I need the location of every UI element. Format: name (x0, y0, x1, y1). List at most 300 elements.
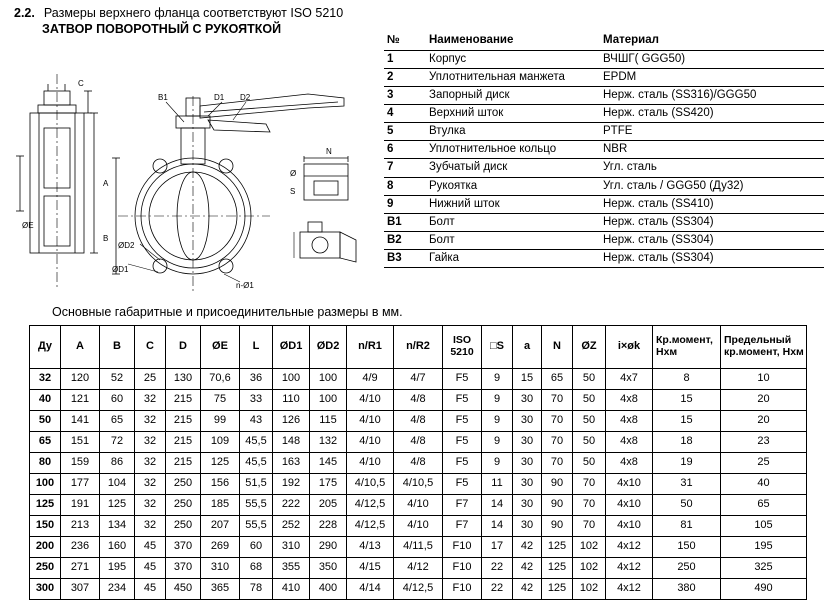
parts-cell: Нерж. сталь (SS304) (600, 231, 824, 249)
dims-cell: 32 (135, 453, 166, 474)
dims-cell: 22 (482, 558, 513, 579)
dims-cell: 380 (653, 579, 721, 600)
dims-cell: 205 (310, 495, 347, 516)
dims-cell: 228 (310, 516, 347, 537)
table-row (384, 249, 824, 267)
parts-col-material: Материал (600, 32, 824, 51)
table-row (384, 105, 824, 123)
parts-cell: Корпус (426, 51, 600, 69)
dims-col-du: Ду (30, 326, 61, 369)
dims-col-oe: ØE (201, 326, 240, 369)
dims-col-nr1: n/R1 (347, 326, 394, 369)
dims-cell: F5 (443, 411, 482, 432)
parts-col-no: № (384, 32, 426, 51)
dims-cell: 36 (240, 369, 273, 390)
dims-cell: 450 (166, 579, 201, 600)
parts-cell: Нерж. сталь (SS304) (600, 213, 824, 231)
dims-cell: 50 (573, 411, 606, 432)
dims-cell: 70,6 (201, 369, 240, 390)
dims-cell: 4/12,5 (394, 579, 443, 600)
parts-cell: Запорный диск (426, 87, 600, 105)
table-row (30, 537, 807, 558)
dims-cell: 177 (61, 474, 100, 495)
dims-cell: 4/10 (347, 453, 394, 474)
dims-cell: 14 (482, 516, 513, 537)
dims-cell: 32 (135, 474, 166, 495)
dims-cell: 370 (166, 558, 201, 579)
dims-cell: 125 (30, 495, 61, 516)
dims-cell: 45 (135, 579, 166, 600)
dims-cell: 125 (201, 453, 240, 474)
dims-cell: 4x7 (606, 369, 653, 390)
dims-cell: 126 (273, 411, 310, 432)
dims-cell: 4/13 (347, 537, 394, 558)
dims-cell: 100 (310, 390, 347, 411)
dims-cell: 236 (61, 537, 100, 558)
dims-col-n: N (542, 326, 573, 369)
dims-cell: 325 (721, 558, 807, 579)
dims-cell: 90 (542, 516, 573, 537)
dims-cell: 86 (100, 453, 135, 474)
dims-cell: 4/8 (394, 432, 443, 453)
dims-cell: 90 (542, 474, 573, 495)
parts-cell: 7 (384, 159, 426, 177)
table-row (30, 390, 807, 411)
parts-cell: Нерж. сталь (SS420) (600, 105, 824, 123)
drawing-label-oe: ØE (22, 221, 34, 230)
dims-cell: 65 (30, 432, 61, 453)
drawing-svg (8, 36, 378, 298)
dimensions-table (29, 325, 807, 600)
dims-cell: 192 (273, 474, 310, 495)
parts-cell: Угл. сталь (600, 159, 824, 177)
parts-cell: Нерж. сталь (SS304) (600, 249, 824, 267)
dims-cell: 4x12 (606, 579, 653, 600)
dims-cell: 30 (513, 516, 542, 537)
dims-cell: 4/14 (347, 579, 394, 600)
table-row (384, 195, 824, 213)
dims-col-ixok: i×øk (606, 326, 653, 369)
dims-cell: 30 (513, 432, 542, 453)
dims-cell: 45 (135, 537, 166, 558)
dims-cell: 81 (653, 516, 721, 537)
dims-cell: 269 (201, 537, 240, 558)
dims-cell: 110 (273, 390, 310, 411)
dims-cell: 70 (542, 432, 573, 453)
dims-cell: 70 (542, 390, 573, 411)
parts-cell: Уплотнительная манжета (426, 69, 600, 87)
dims-cell: 31 (653, 474, 721, 495)
dims-cell: 75 (201, 390, 240, 411)
dims-cell: 148 (273, 432, 310, 453)
dims-cell: 250 (166, 495, 201, 516)
parts-cell: PTFE (600, 123, 824, 141)
dims-cell: 18 (653, 432, 721, 453)
dims-cell: 32 (135, 411, 166, 432)
drawing-label-s: S (290, 187, 296, 196)
dims-cell: 11 (482, 474, 513, 495)
parts-cell: NBR (600, 141, 824, 159)
table-row (30, 495, 807, 516)
dims-cell: 4/12,5 (347, 516, 394, 537)
dims-cell: 20 (721, 411, 807, 432)
dims-cell: F10 (443, 537, 482, 558)
dims-cell: 20 (721, 390, 807, 411)
dims-cell: 115 (310, 411, 347, 432)
dims-cell: 250 (30, 558, 61, 579)
dims-col-torque: Кр.момент, Нхм (653, 326, 721, 369)
dims-col-oz: ØZ (573, 326, 606, 369)
parts-cell: 5 (384, 123, 426, 141)
parts-cell: EPDM (600, 69, 824, 87)
dims-cell: 400 (310, 579, 347, 600)
dims-cell: 4/11,5 (394, 537, 443, 558)
dims-cell: 4x10 (606, 474, 653, 495)
dims-cell: 130 (166, 369, 201, 390)
parts-cell: B3 (384, 249, 426, 267)
dims-cell: 4x8 (606, 432, 653, 453)
dims-cell: 40 (30, 390, 61, 411)
dims-cell: 370 (166, 537, 201, 558)
dims-cell: 365 (201, 579, 240, 600)
dims-cell: 490 (721, 579, 807, 600)
dims-cell: 42 (513, 579, 542, 600)
table-row (30, 411, 807, 432)
dims-cell: 45,5 (240, 432, 273, 453)
dims-cell: 100 (310, 369, 347, 390)
dims-cell: 50 (573, 390, 606, 411)
dims-cell: 215 (166, 453, 201, 474)
dims-cell: 4x8 (606, 411, 653, 432)
parts-cell: 3 (384, 87, 426, 105)
dims-cell: 109 (201, 432, 240, 453)
dims-cell: 145 (310, 453, 347, 474)
parts-cell: Зубчатый диск (426, 159, 600, 177)
dims-cell: 195 (100, 558, 135, 579)
dims-col-b: B (100, 326, 135, 369)
dims-cell: 99 (201, 411, 240, 432)
dims-cell: 4/8 (394, 453, 443, 474)
dims-col-nr2: n/R2 (394, 326, 443, 369)
technical-drawing (8, 36, 378, 298)
table-row (384, 51, 824, 69)
table-row (384, 213, 824, 231)
dims-cell: 4/10 (394, 516, 443, 537)
dims-cell: F5 (443, 474, 482, 495)
dims-cell: 10 (721, 369, 807, 390)
parts-cell: B2 (384, 231, 426, 249)
parts-cell: 2 (384, 69, 426, 87)
dims-cell: 250 (166, 516, 201, 537)
section-heading (14, 6, 343, 20)
dims-cell: 25 (135, 369, 166, 390)
dims-col-d: D (166, 326, 201, 369)
dims-cell: 50 (573, 432, 606, 453)
section-number: 2.2. (14, 6, 35, 20)
parts-cell: Угл. сталь / GGG50 (Ду32) (600, 177, 824, 195)
dims-cell: 4/12,5 (347, 495, 394, 516)
dims-col-a: A (61, 326, 100, 369)
dims-cell: 32 (135, 516, 166, 537)
parts-cell: Верхний шток (426, 105, 600, 123)
parts-col-name: Наименование (426, 32, 600, 51)
dims-cell: F5 (443, 453, 482, 474)
table-row (384, 177, 824, 195)
dims-cell: 15 (653, 411, 721, 432)
dims-cell: F5 (443, 432, 482, 453)
drawing-label-d2: D2 (240, 93, 251, 102)
dims-cell: 185 (201, 495, 240, 516)
dims-cell: 252 (273, 516, 310, 537)
dims-cell: 159 (61, 453, 100, 474)
dims-cell: 102 (573, 537, 606, 558)
drawing-label-n: N (326, 147, 332, 156)
dims-col-a2: a (513, 326, 542, 369)
dims-col-s: □S (482, 326, 513, 369)
dims-cell: 30 (513, 495, 542, 516)
dims-cell: 32 (135, 495, 166, 516)
drawing-label-od2: ØD2 (118, 241, 135, 250)
table-row (30, 474, 807, 495)
dims-cell: 70 (573, 474, 606, 495)
dims-cell: 30 (513, 453, 542, 474)
drawing-label-d1: D1 (214, 93, 225, 102)
dims-cell: 100 (30, 474, 61, 495)
parts-cell: Нижний шток (426, 195, 600, 213)
dims-cell: 30 (513, 411, 542, 432)
dims-cell: 33 (240, 390, 273, 411)
dims-cell: 9 (482, 369, 513, 390)
dims-cell: 55,5 (240, 516, 273, 537)
drawing-label-c: C (78, 79, 84, 88)
table-row (30, 516, 807, 537)
dims-cell: 14 (482, 495, 513, 516)
dims-col-od1: ØD1 (273, 326, 310, 369)
dims-cell: 23 (721, 432, 807, 453)
parts-cell: 4 (384, 105, 426, 123)
dims-cell: 132 (310, 432, 347, 453)
table-row (384, 123, 824, 141)
table-row (30, 453, 807, 474)
dims-cell: 43 (240, 411, 273, 432)
dims-cell: 72 (100, 432, 135, 453)
dims-cell: 125 (100, 495, 135, 516)
dims-cell: 160 (100, 537, 135, 558)
dims-cell: 60 (100, 390, 135, 411)
parts-cell: 1 (384, 51, 426, 69)
dims-cell: 42 (513, 537, 542, 558)
dims-cell: 51,5 (240, 474, 273, 495)
drawing-label-phi: Ø (290, 169, 297, 178)
dims-cell: 121 (61, 390, 100, 411)
dims-cell: 70 (542, 411, 573, 432)
parts-table (384, 32, 824, 268)
parts-cell: Гайка (426, 249, 600, 267)
dims-cell: 350 (310, 558, 347, 579)
table-row (30, 432, 807, 453)
dims-cell: 102 (573, 579, 606, 600)
dims-cell: 250 (166, 474, 201, 495)
dims-cell: 156 (201, 474, 240, 495)
dims-cell: 65 (721, 495, 807, 516)
parts-cell: Рукоятка (426, 177, 600, 195)
parts-cell: 6 (384, 141, 426, 159)
dims-cell: 4/15 (347, 558, 394, 579)
dims-cell: 4/12 (394, 558, 443, 579)
drawing-label-b1: B1 (158, 93, 168, 102)
dims-cell: 30 (513, 474, 542, 495)
dims-cell: 22 (482, 579, 513, 600)
dims-col-max-torque: Предельный кр.момент, Нхм (721, 326, 807, 369)
dims-cell: F7 (443, 495, 482, 516)
dims-cell: 50 (573, 453, 606, 474)
dims-cell: 355 (273, 558, 310, 579)
parts-cell: Нерж. сталь (SS316)/GGG50 (600, 87, 824, 105)
parts-cell: Втулка (426, 123, 600, 141)
dims-cell: 105 (721, 516, 807, 537)
dims-cell: 25 (721, 453, 807, 474)
dims-cell: 4/10 (347, 432, 394, 453)
dims-cell: 100 (273, 369, 310, 390)
drawing-label-od1: ØD1 (112, 265, 129, 274)
dims-cell: 32 (30, 369, 61, 390)
dims-col-iso: ISO 5210 (443, 326, 482, 369)
dims-cell: 104 (100, 474, 135, 495)
drawing-label-nphi: n-Ø1 (236, 281, 254, 290)
parts-table-header-row (384, 32, 824, 51)
dims-cell: 4/8 (394, 411, 443, 432)
dims-cell: 125 (542, 558, 573, 579)
table-row (384, 87, 824, 105)
dims-caption: Основные габаритные и присоединительные размеры в мм. (52, 305, 403, 319)
parts-cell: Болт (426, 213, 600, 231)
dims-cell: 70 (573, 516, 606, 537)
table-row (30, 369, 807, 390)
parts-cell: 8 (384, 177, 426, 195)
dims-col-l: L (240, 326, 273, 369)
table-row (384, 231, 824, 249)
dims-cell: 102 (573, 558, 606, 579)
dims-cell: 9 (482, 432, 513, 453)
dims-cell: 4x8 (606, 453, 653, 474)
dims-cell: 4x8 (606, 390, 653, 411)
dims-cell: 45,5 (240, 453, 273, 474)
dims-cell: 68 (240, 558, 273, 579)
dims-cell: 4/10,5 (394, 474, 443, 495)
dims-cell: 213 (61, 516, 100, 537)
drawing-label-a: A (103, 179, 109, 188)
dims-cell: 207 (201, 516, 240, 537)
dims-cell: 195 (721, 537, 807, 558)
dims-cell: 32 (135, 432, 166, 453)
dims-cell: 151 (61, 432, 100, 453)
drawing-label-b: B (103, 234, 109, 243)
dims-cell: 9 (482, 453, 513, 474)
dims-cell: 175 (310, 474, 347, 495)
dims-col-od2: ØD2 (310, 326, 347, 369)
dims-cell: 271 (61, 558, 100, 579)
dims-cell: 15 (653, 390, 721, 411)
dims-cell: 9 (482, 411, 513, 432)
dims-cell: 300 (30, 579, 61, 600)
dims-cell: 215 (166, 432, 201, 453)
section-title: Размеры верхнего фланца соответствуют ISO 5210 (43, 6, 344, 20)
dims-cell: 50 (653, 495, 721, 516)
dims-cell: F10 (443, 579, 482, 600)
table-row (30, 579, 807, 600)
dims-cell: 45 (135, 558, 166, 579)
table-row (384, 141, 824, 159)
dims-cell: F5 (443, 390, 482, 411)
dims-cell: 4x12 (606, 537, 653, 558)
dims-cell: 52 (100, 369, 135, 390)
parts-cell: Болт (426, 231, 600, 249)
dims-cell: 234 (100, 579, 135, 600)
dims-cell: 200 (30, 537, 61, 558)
dims-cell: F7 (443, 516, 482, 537)
dims-header-row (30, 326, 807, 369)
dims-cell: 32 (135, 390, 166, 411)
parts-cell: ВЧШГ( GGG50) (600, 51, 824, 69)
dims-cell: 150 (30, 516, 61, 537)
dims-cell: 290 (310, 537, 347, 558)
dims-cell: 4/10 (347, 411, 394, 432)
dims-col-c: C (135, 326, 166, 369)
dims-cell: 4x12 (606, 558, 653, 579)
dims-cell: 191 (61, 495, 100, 516)
dims-cell: 15 (513, 369, 542, 390)
dims-cell: 8 (653, 369, 721, 390)
dims-cell: 80 (30, 453, 61, 474)
dims-cell: 310 (201, 558, 240, 579)
dims-cell: F5 (443, 369, 482, 390)
dims-cell: 307 (61, 579, 100, 600)
dims-cell: 17 (482, 537, 513, 558)
dims-cell: 50 (573, 369, 606, 390)
dims-cell: 70 (573, 495, 606, 516)
dims-cell: 30 (513, 390, 542, 411)
product-title: ЗАТВОР ПОВОРОТНЫЙ С РУКОЯТКОЙ (42, 22, 282, 36)
dims-cell: 4/10 (394, 495, 443, 516)
table-row (384, 69, 824, 87)
dims-cell: 410 (273, 579, 310, 600)
dims-cell: 4x10 (606, 516, 653, 537)
dims-cell: 141 (61, 411, 100, 432)
dims-cell: 215 (166, 390, 201, 411)
dims-cell: 125 (542, 579, 573, 600)
dims-cell: F10 (443, 558, 482, 579)
dims-cell: 50 (30, 411, 61, 432)
dims-cell: 250 (653, 558, 721, 579)
dims-cell: 90 (542, 495, 573, 516)
dims-cell: 19 (653, 453, 721, 474)
dims-cell: 55,5 (240, 495, 273, 516)
table-row (384, 159, 824, 177)
dims-cell: 215 (166, 411, 201, 432)
parts-cell: 9 (384, 195, 426, 213)
dims-cell: 42 (513, 558, 542, 579)
dims-cell: 4/10,5 (347, 474, 394, 495)
dims-cell: 4/7 (394, 369, 443, 390)
dims-cell: 222 (273, 495, 310, 516)
dims-cell: 40 (721, 474, 807, 495)
table-row (30, 558, 807, 579)
dims-cell: 4/8 (394, 390, 443, 411)
dims-cell: 60 (240, 537, 273, 558)
dims-cell: 78 (240, 579, 273, 600)
dims-cell: 310 (273, 537, 310, 558)
dims-cell: 70 (542, 453, 573, 474)
